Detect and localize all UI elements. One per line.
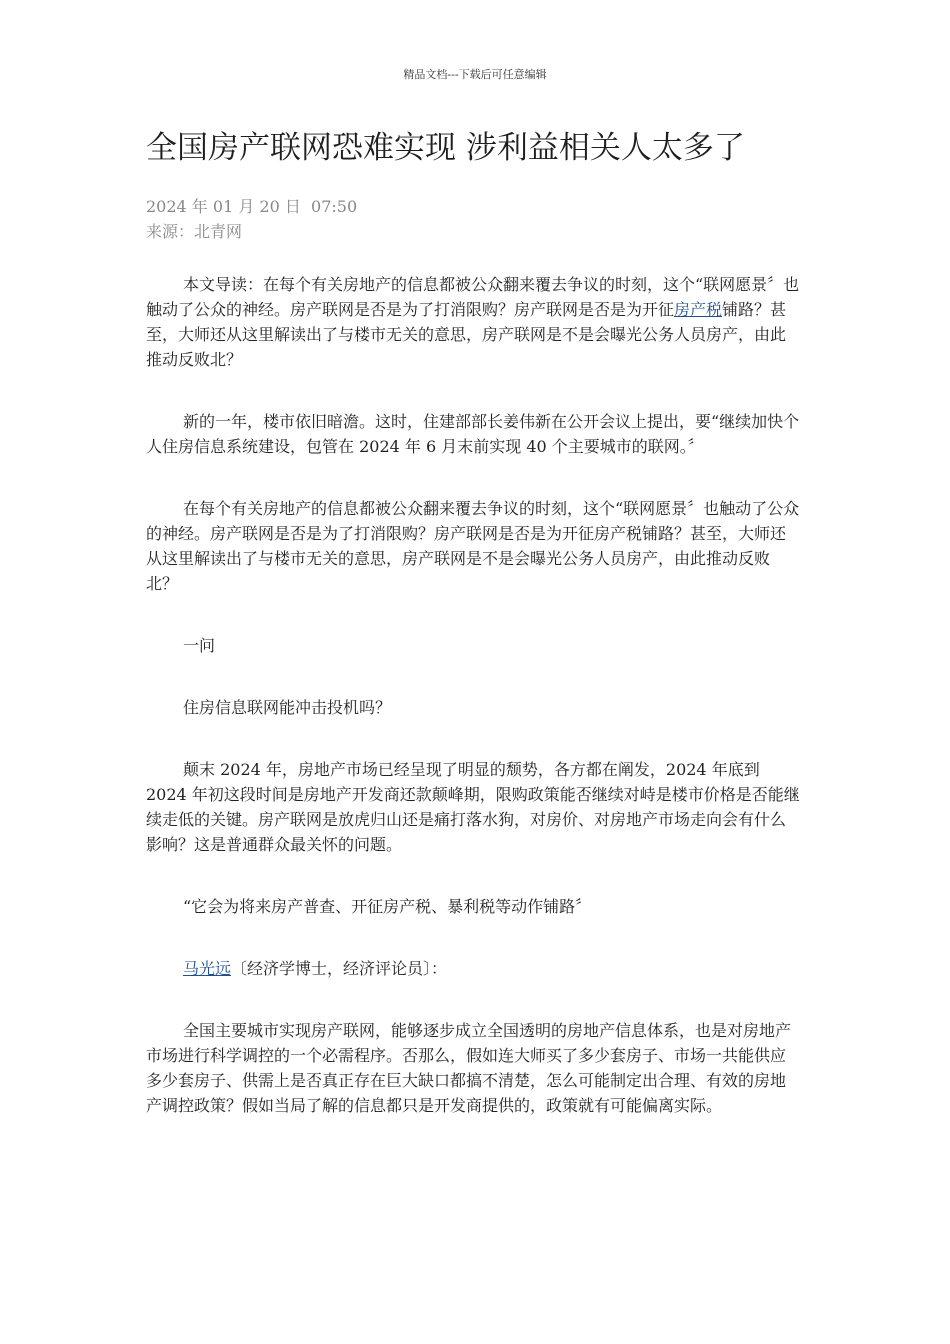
section-heading-question-one: 一问: [183, 636, 216, 655]
paragraph-2: 在每个有关房地产的信息都被公众翻来覆去争议的时刻，这个“联网愿景〞也触动了公众的神经。房产联网是否是为了打消限购？房产联网是否是为开征房产税铺路？甚至，大师还从这里解读出了与楼市无关的意思，房产联网是不是会曝光公务人员房产，由此推动反败北？: [146, 499, 800, 593]
question-subheading: 住房信息联网能冲击投机吗？: [183, 698, 392, 717]
intro-paragraph: [146, 272, 800, 372]
paragraph-5: 颠末 2024 年，房地产市场已经呈现了明显的颓势，各方都在阐发，2024 年底到 2024 年初这段时间是房地产开发商还款颠峰期，限购政策能否继续对峙是楼市价格是否能继续走低的关键。房产联网是放虎归山还是痛打落水狗，对房价、对房地产市场走向会有什么影响？这是普通群众最关怀的问题。: [146, 760, 800, 854]
expert-title: 〔经济学博士，经济评论员〕：: [231, 959, 448, 978]
publish-datetime: 2024 年 01 月 20 日 07:50: [146, 197, 358, 216]
quote-heading: “它会为将来房产普查、开征房产税、暴利税等动作铺路〞: [183, 897, 592, 916]
expert-name-link[interactable]: 马光远: [183, 959, 232, 978]
expert-attribution: [146, 956, 800, 981]
article-title: 全国房产联网恐难实现 涉利益相关人太多了: [146, 130, 745, 166]
article-source: 来源：北青网: [146, 222, 243, 241]
article-meta: [146, 194, 800, 244]
paragraph-8: 全国主要城市实现房产联网，能够逐步成立全国透明的房地产信息体系，也是对房地产市场进行科学调控的一个必需程序。否那么，假如连大师买了多少套房子、市场一共能供应多少套房子、供需上是否真正存在巨大缺口都搞不清楚，怎么可能制定出合理、有效的房地产调控政策？假如当局了解的信息都只是开发商提供的，政策就有可能偏离实际。: [146, 1021, 792, 1115]
property-tax-link[interactable]: 房产税: [674, 300, 723, 319]
paragraph-1: 新的一年，楼市依旧暗澹。这时，住建部部长姜伟新在公开会议上提出，要“继续加快个人住房信息系统建设，包管在 2024 年 6 月末前实现 40 个主要城市的联网。〞: [146, 412, 800, 456]
article-body: [146, 124, 800, 1118]
intro-text-part1: 本文导读：在每个有关房地产的信息都被公众翻来覆去争议的时刻，这个“联网愿景〞也触动了公众的神经。房产联网是否是为了打消限购？房产联网是否是为开征: [146, 275, 800, 319]
document-header-note: 精品文档---下载后可任意编辑: [403, 68, 547, 81]
intro-text-part2: 铺路？甚至，大师还从这里解读出了与楼市无关的意思，房产联网是不是会曝光公务人员房产，由此推动反败北？: [146, 300, 787, 369]
